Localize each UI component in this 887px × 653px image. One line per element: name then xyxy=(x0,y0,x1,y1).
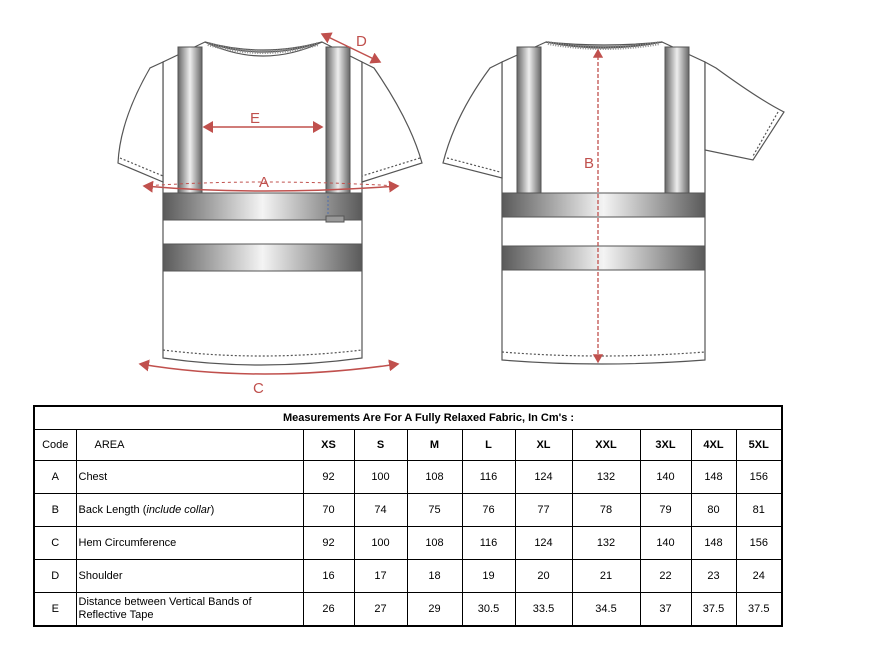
row-value: 27 xyxy=(354,593,407,626)
row-value: 77 xyxy=(515,493,572,526)
row-value: 18 xyxy=(407,560,462,593)
table-row xyxy=(34,593,782,626)
row-value: 116 xyxy=(462,527,515,560)
caption-blank-cell xyxy=(34,406,76,429)
row-value: 26 xyxy=(303,593,354,626)
row-value: 70 xyxy=(303,493,354,526)
front-left-sleeve xyxy=(118,62,163,182)
row-value: 100 xyxy=(354,460,407,493)
row-area: Distance between Vertical Bands of Reflective Tape xyxy=(76,593,303,626)
row-value: 30.5 xyxy=(462,593,515,626)
row-value: 156 xyxy=(736,460,782,493)
back-lower-band xyxy=(502,246,705,270)
row-value: 140 xyxy=(640,460,691,493)
row-value: 74 xyxy=(354,493,407,526)
row-code: D xyxy=(34,560,76,593)
size-header: XL xyxy=(515,429,572,460)
row-area-close: ) xyxy=(210,503,215,516)
size-header: 4XL xyxy=(691,429,736,460)
row-code: C xyxy=(34,527,76,560)
row-value: 92 xyxy=(303,460,354,493)
row-value: 79 xyxy=(640,493,691,526)
row-value: 124 xyxy=(515,527,572,560)
row-value: 20 xyxy=(515,560,572,593)
row-value: 34.5 xyxy=(572,593,640,626)
label-a: A xyxy=(259,174,270,191)
size-header: 5XL xyxy=(736,429,782,460)
row-value: 19 xyxy=(462,560,515,593)
row-value: 37 xyxy=(640,593,691,626)
row-value: 100 xyxy=(354,527,407,560)
row-value: 148 xyxy=(691,527,736,560)
row-code: A xyxy=(34,460,76,493)
row-area-text: Back Length ( xyxy=(78,503,147,516)
label-e: E xyxy=(250,110,261,127)
row-value: 148 xyxy=(691,460,736,493)
back-right-vertical-tape xyxy=(665,47,689,193)
table-header-row xyxy=(34,429,782,460)
row-value: 80 xyxy=(691,493,736,526)
back-left-sleeve xyxy=(443,62,502,178)
row-value: 21 xyxy=(572,560,640,593)
size-header: S xyxy=(354,429,407,460)
row-value: 124 xyxy=(515,460,572,493)
code-header: Code xyxy=(34,429,76,460)
front-lower-band xyxy=(163,244,362,271)
measurement-table xyxy=(33,405,783,627)
row-value: 116 xyxy=(462,460,515,493)
front-label-patch xyxy=(326,216,344,222)
table-row xyxy=(34,493,782,526)
table-row xyxy=(34,527,782,560)
table-row xyxy=(34,560,782,593)
row-value: 156 xyxy=(736,527,782,560)
size-header: M xyxy=(407,429,462,460)
size-header: XXL xyxy=(572,429,640,460)
size-header: 3XL xyxy=(640,429,691,460)
back-left-vertical-tape xyxy=(517,47,541,193)
row-value: 76 xyxy=(462,493,515,526)
row-value: 33.5 xyxy=(515,593,572,626)
row-value: 108 xyxy=(407,460,462,493)
row-value: 24 xyxy=(736,560,782,593)
back-upper-band xyxy=(502,193,705,217)
row-value: 23 xyxy=(691,560,736,593)
row-value: 17 xyxy=(354,560,407,593)
area-header: AREA xyxy=(76,429,303,460)
label-d: D xyxy=(356,33,367,50)
row-value: 29 xyxy=(407,593,462,626)
row-area: Shoulder xyxy=(76,560,303,593)
row-value: 78 xyxy=(572,493,640,526)
row-area: Chest xyxy=(76,460,303,493)
row-code: B xyxy=(34,493,76,526)
row-value: 108 xyxy=(407,527,462,560)
row-value: 92 xyxy=(303,527,354,560)
back-right-sleeve xyxy=(705,62,784,160)
front-left-vertical-tape xyxy=(178,47,202,193)
row-value: 22 xyxy=(640,560,691,593)
row-value: 75 xyxy=(407,493,462,526)
label-b: B xyxy=(584,155,595,172)
row-value: 37.5 xyxy=(691,593,736,626)
row-code: E xyxy=(34,593,76,626)
row-value: 37.5 xyxy=(736,593,782,626)
row-value: 81 xyxy=(736,493,782,526)
table-caption: Measurements Are For A Fully Relaxed Fabric, In Cm's : xyxy=(76,406,782,429)
size-header: L xyxy=(462,429,515,460)
row-value: 140 xyxy=(640,527,691,560)
row-area xyxy=(76,493,303,526)
size-header: XS xyxy=(303,429,354,460)
front-right-sleeve xyxy=(362,62,422,182)
label-c: C xyxy=(253,380,264,397)
row-value: 16 xyxy=(303,560,354,593)
front-right-vertical-tape xyxy=(326,47,350,193)
table-row xyxy=(34,460,782,493)
row-area: Hem Circumference xyxy=(76,527,303,560)
row-value: 132 xyxy=(572,527,640,560)
row-value: 132 xyxy=(572,460,640,493)
row-area-note: include collar xyxy=(146,503,211,516)
